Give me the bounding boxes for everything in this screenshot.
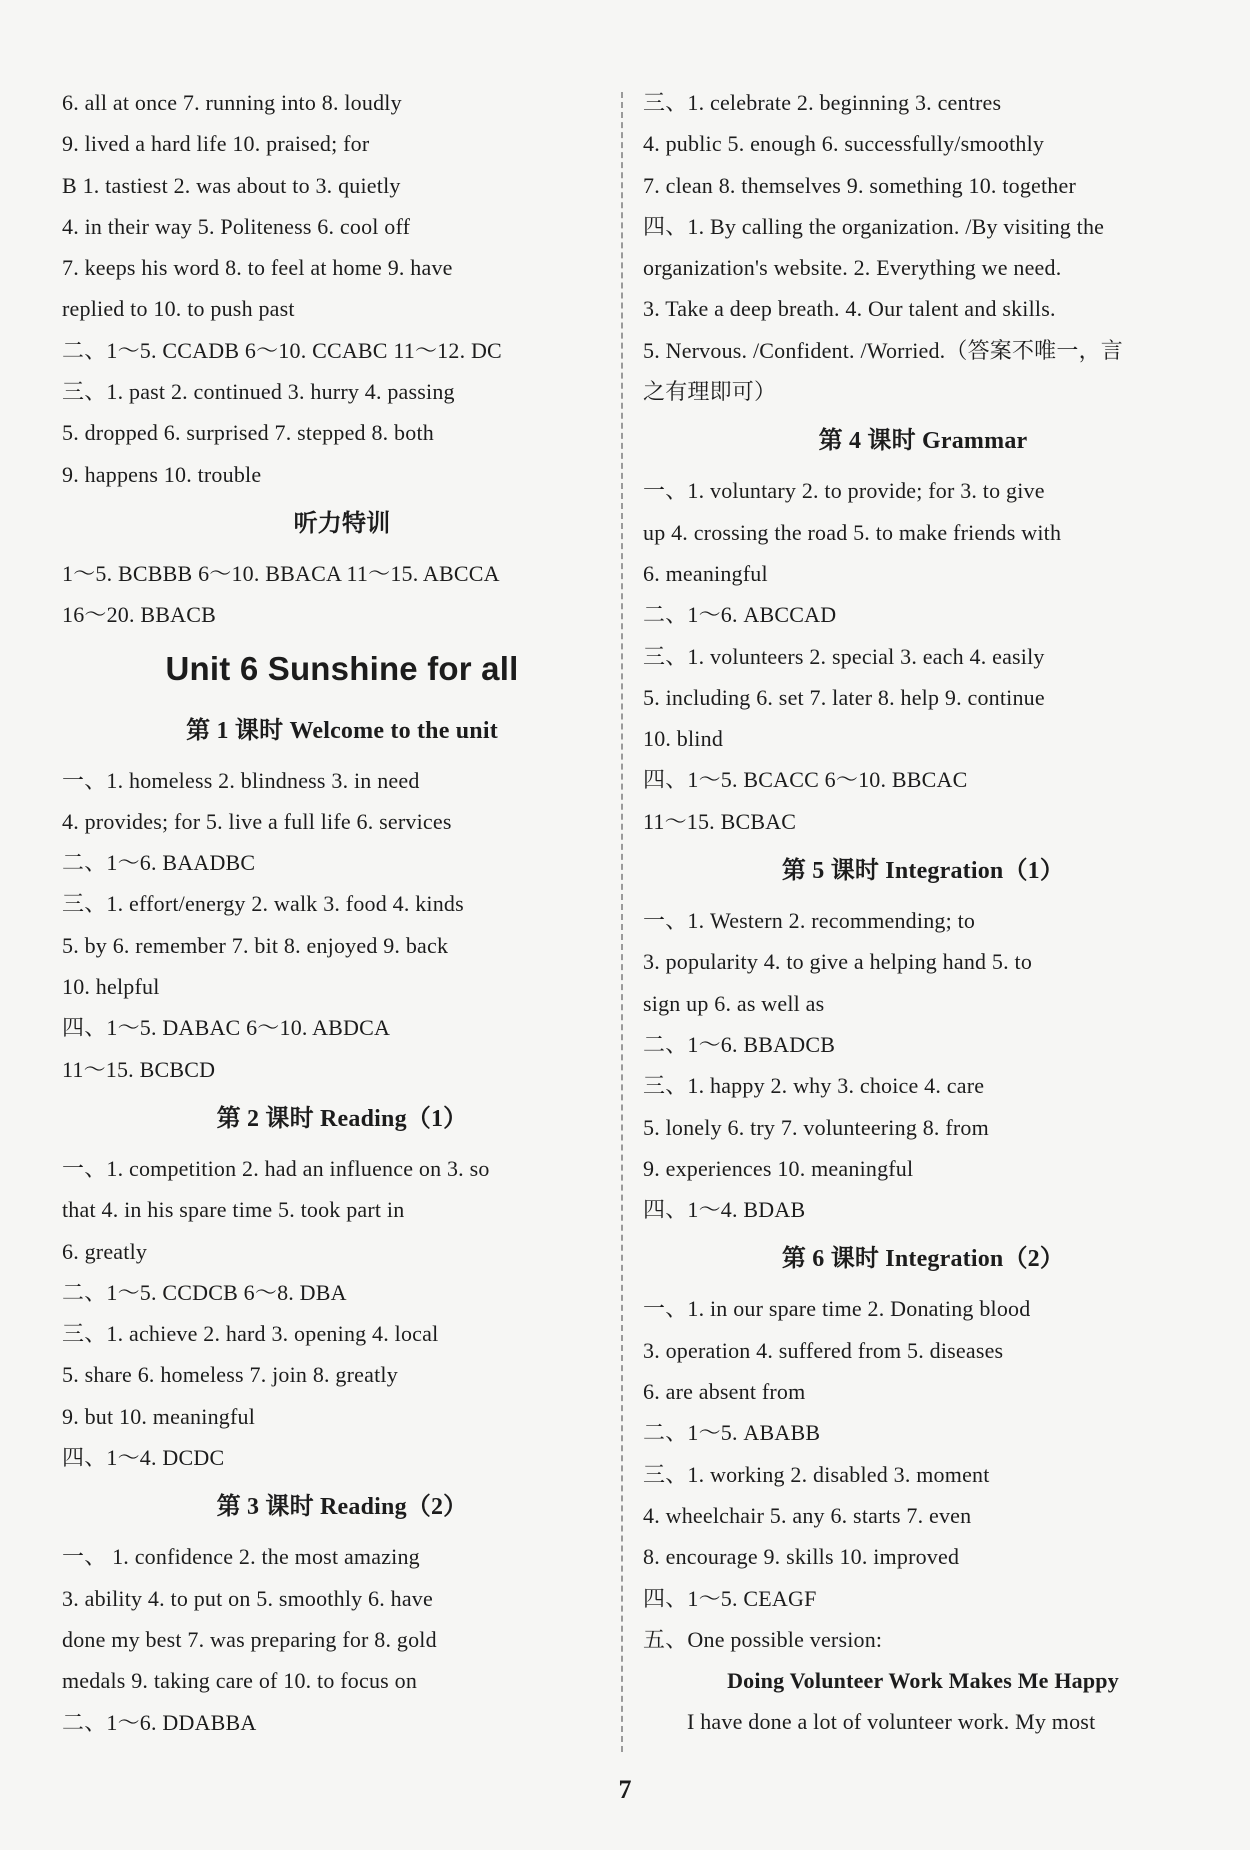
- answer-line: 3. popularity 4. to give a helping hand 5. to: [643, 949, 1033, 975]
- answer-line: 9. but 10. meaningful: [62, 1403, 256, 1429]
- answer-line: 6. are absent from: [643, 1379, 806, 1405]
- answer-line: 三、1. effort/energy 2. walk 3. food 4. kinds: [62, 891, 464, 917]
- answer-line: 二、1～6. DDABBA: [62, 1709, 257, 1735]
- answer-line: 3. ability 4. to put on 5. smoothly 6. have: [62, 1585, 433, 1611]
- answer-line: 7. clean 8. themselves 9. something 10. together: [643, 172, 1077, 198]
- answer-line: 3. Take a deep breath. 4. Our talent and skills.: [643, 296, 1056, 322]
- answer-line: 五、One possible version:: [643, 1626, 883, 1652]
- answer-line: 一、1. in our spare time 2. Donating blood: [643, 1296, 1031, 1322]
- answer-line: 5. dropped 6. surprised 7. stepped 8. both: [62, 420, 434, 446]
- page-number: 7: [618, 1775, 632, 1804]
- answer-line: 16～20. BBACB: [62, 602, 216, 628]
- answer-line: 二、1～6. ABCCAD: [643, 602, 837, 628]
- heading-line: 第 3 课时 Reading（2）: [216, 1494, 468, 1521]
- answer-line: 5. including 6. set 7. later 8. help 9. continue: [643, 684, 1045, 710]
- answer-line: 7. keeps his word 8. to feel at home 9. have: [62, 255, 453, 281]
- answer-line: 四、1～4. BDAB: [643, 1197, 806, 1223]
- answer-line: 二、1～6. BAADBC: [62, 850, 256, 876]
- answer-line: 4. public 5. enough 6. successfully/smoothly: [643, 131, 1045, 157]
- answer-line: 二、1～5. CCDCB 6～8. DBA: [62, 1279, 347, 1305]
- answer-line: 4. wheelchair 5. any 6. starts 7. even: [643, 1502, 972, 1528]
- answer-line: 三、1. achieve 2. hard 3. opening 4. local: [62, 1321, 439, 1347]
- answer-line: 11～15. BCBAC: [643, 808, 797, 834]
- heading-line: 第 1 课时 Welcome to the unit: [186, 717, 498, 744]
- answer-line: 4. in their way 5. Politeness 6. cool off: [62, 213, 411, 239]
- answer-line: 四、1～5. BCACC 6～10. BBCAC: [643, 767, 968, 793]
- answer-line: 6. greatly: [62, 1238, 148, 1264]
- answer-line: that 4. in his spare time 5. took part in: [62, 1197, 405, 1223]
- answer-line: 三、1. working 2. disabled 3. moment: [643, 1461, 990, 1487]
- answer-line: 之有理即可）: [643, 379, 777, 405]
- answer-line: 5. lonely 6. try 7. volunteering 8. from: [643, 1114, 989, 1140]
- answer-line: 3. operation 4. suffered from 5. diseases: [643, 1337, 1004, 1363]
- answer-line: 一、1. homeless 2. blindness 3. in need: [62, 767, 420, 793]
- answer-line: replied to 10. to push past: [62, 296, 295, 322]
- answer-line: sign up 6. as well as: [643, 990, 825, 1016]
- answer-line: 6. meaningful: [643, 560, 768, 586]
- answer-line: 一、 1. confidence 2. the most amazing: [62, 1544, 420, 1570]
- heading-line: 听力特训: [293, 510, 391, 537]
- right-column: [643, 82, 1203, 1743]
- answer-line: 8. encourage 9. skills 10. improved: [643, 1544, 960, 1570]
- indent-line: I have done a lot of volunteer work. My most: [687, 1709, 1096, 1735]
- answer-line: 一、1. Western 2. recommending; to: [643, 908, 976, 934]
- answer-line: 三、1. volunteers 2. special 3. each 4. easily: [643, 643, 1045, 669]
- answer-line: 6. all at once 7. running into 8. loudly: [62, 90, 402, 115]
- answer-line: 二、1～5. ABABB: [643, 1420, 821, 1446]
- column-divider: [621, 92, 623, 1752]
- heading-line: 第 6 课时 Integration（2）: [781, 1246, 1065, 1273]
- answer-line: medals 9. taking care of 10. to focus on: [62, 1668, 418, 1694]
- answer-line: 三、1. past 2. continued 3. hurry 4. passing: [62, 379, 455, 405]
- answer-line: 四、1～5. CEAGF: [643, 1585, 817, 1611]
- heading-line: 第 2 课时 Reading（1）: [216, 1105, 468, 1132]
- answer-line: 四、1. By calling the organization. /By visiting the: [643, 213, 1105, 239]
- answer-line: 三、1. celebrate 2. beginning 3. centres: [643, 90, 1002, 115]
- answer-line: 10. blind: [643, 726, 724, 752]
- answer-line: 11～15. BCBCD: [62, 1056, 216, 1082]
- heading-line: 第 5 课时 Integration（1）: [781, 858, 1065, 885]
- answer-line: 一、1. voluntary 2. to provide; for 3. to give: [643, 478, 1045, 504]
- answer-line: 4. provides; for 5. live a full life 6. services: [62, 808, 452, 834]
- answer-line: 5. share 6. homeless 7. join 8. greatly: [62, 1362, 398, 1388]
- answer-line: 四、1～4. DCDC: [62, 1445, 225, 1471]
- answer-line: done my best 7. was preparing for 8. gold: [62, 1626, 437, 1652]
- left-column: [62, 82, 622, 1743]
- answer-line: 一、1. competition 2. had an influence on 3. so: [62, 1155, 490, 1181]
- answer-line: 二、1～5. CCADB 6～10. CCABC 11～12. DC: [62, 337, 502, 363]
- answer-line: 四、1～5. DABAC 6～10. ABDCA: [62, 1015, 391, 1041]
- heading-line: 第 4 课时 Grammar: [818, 428, 1028, 455]
- answer-line: 5. Nervous. /Confident. /Worried.（答案不唯一，言: [643, 337, 1123, 363]
- unit-line: Unit 6 Sunshine for all: [165, 649, 519, 687]
- answer-line: up 4. crossing the road 5. to make friends with: [643, 519, 1062, 545]
- answer-line: 10. helpful: [62, 974, 160, 1000]
- answer-line: 9. experiences 10. meaningful: [643, 1155, 914, 1181]
- answer-line: B 1. tastiest 2. was about to 3. quietly: [62, 172, 401, 198]
- answer-line: 三、1. happy 2. why 3. choice 4. care: [643, 1073, 985, 1099]
- answer-line: 9. happens 10. trouble: [62, 461, 262, 487]
- answer-line: organization's website. 2. Everything we need.: [643, 255, 1062, 281]
- answer-line: 1～5. BCBBB 6～10. BBACA 11～15. ABCCA: [62, 560, 500, 586]
- answer-line: 9. lived a hard life 10. praised; for: [62, 131, 370, 157]
- answer-line: 二、1～6. BBADCB: [643, 1031, 836, 1057]
- title-line: Doing Volunteer Work Makes Me Happy: [727, 1668, 1119, 1694]
- answer-line: 5. by 6. remember 7. bit 8. enjoyed 9. back: [62, 932, 449, 958]
